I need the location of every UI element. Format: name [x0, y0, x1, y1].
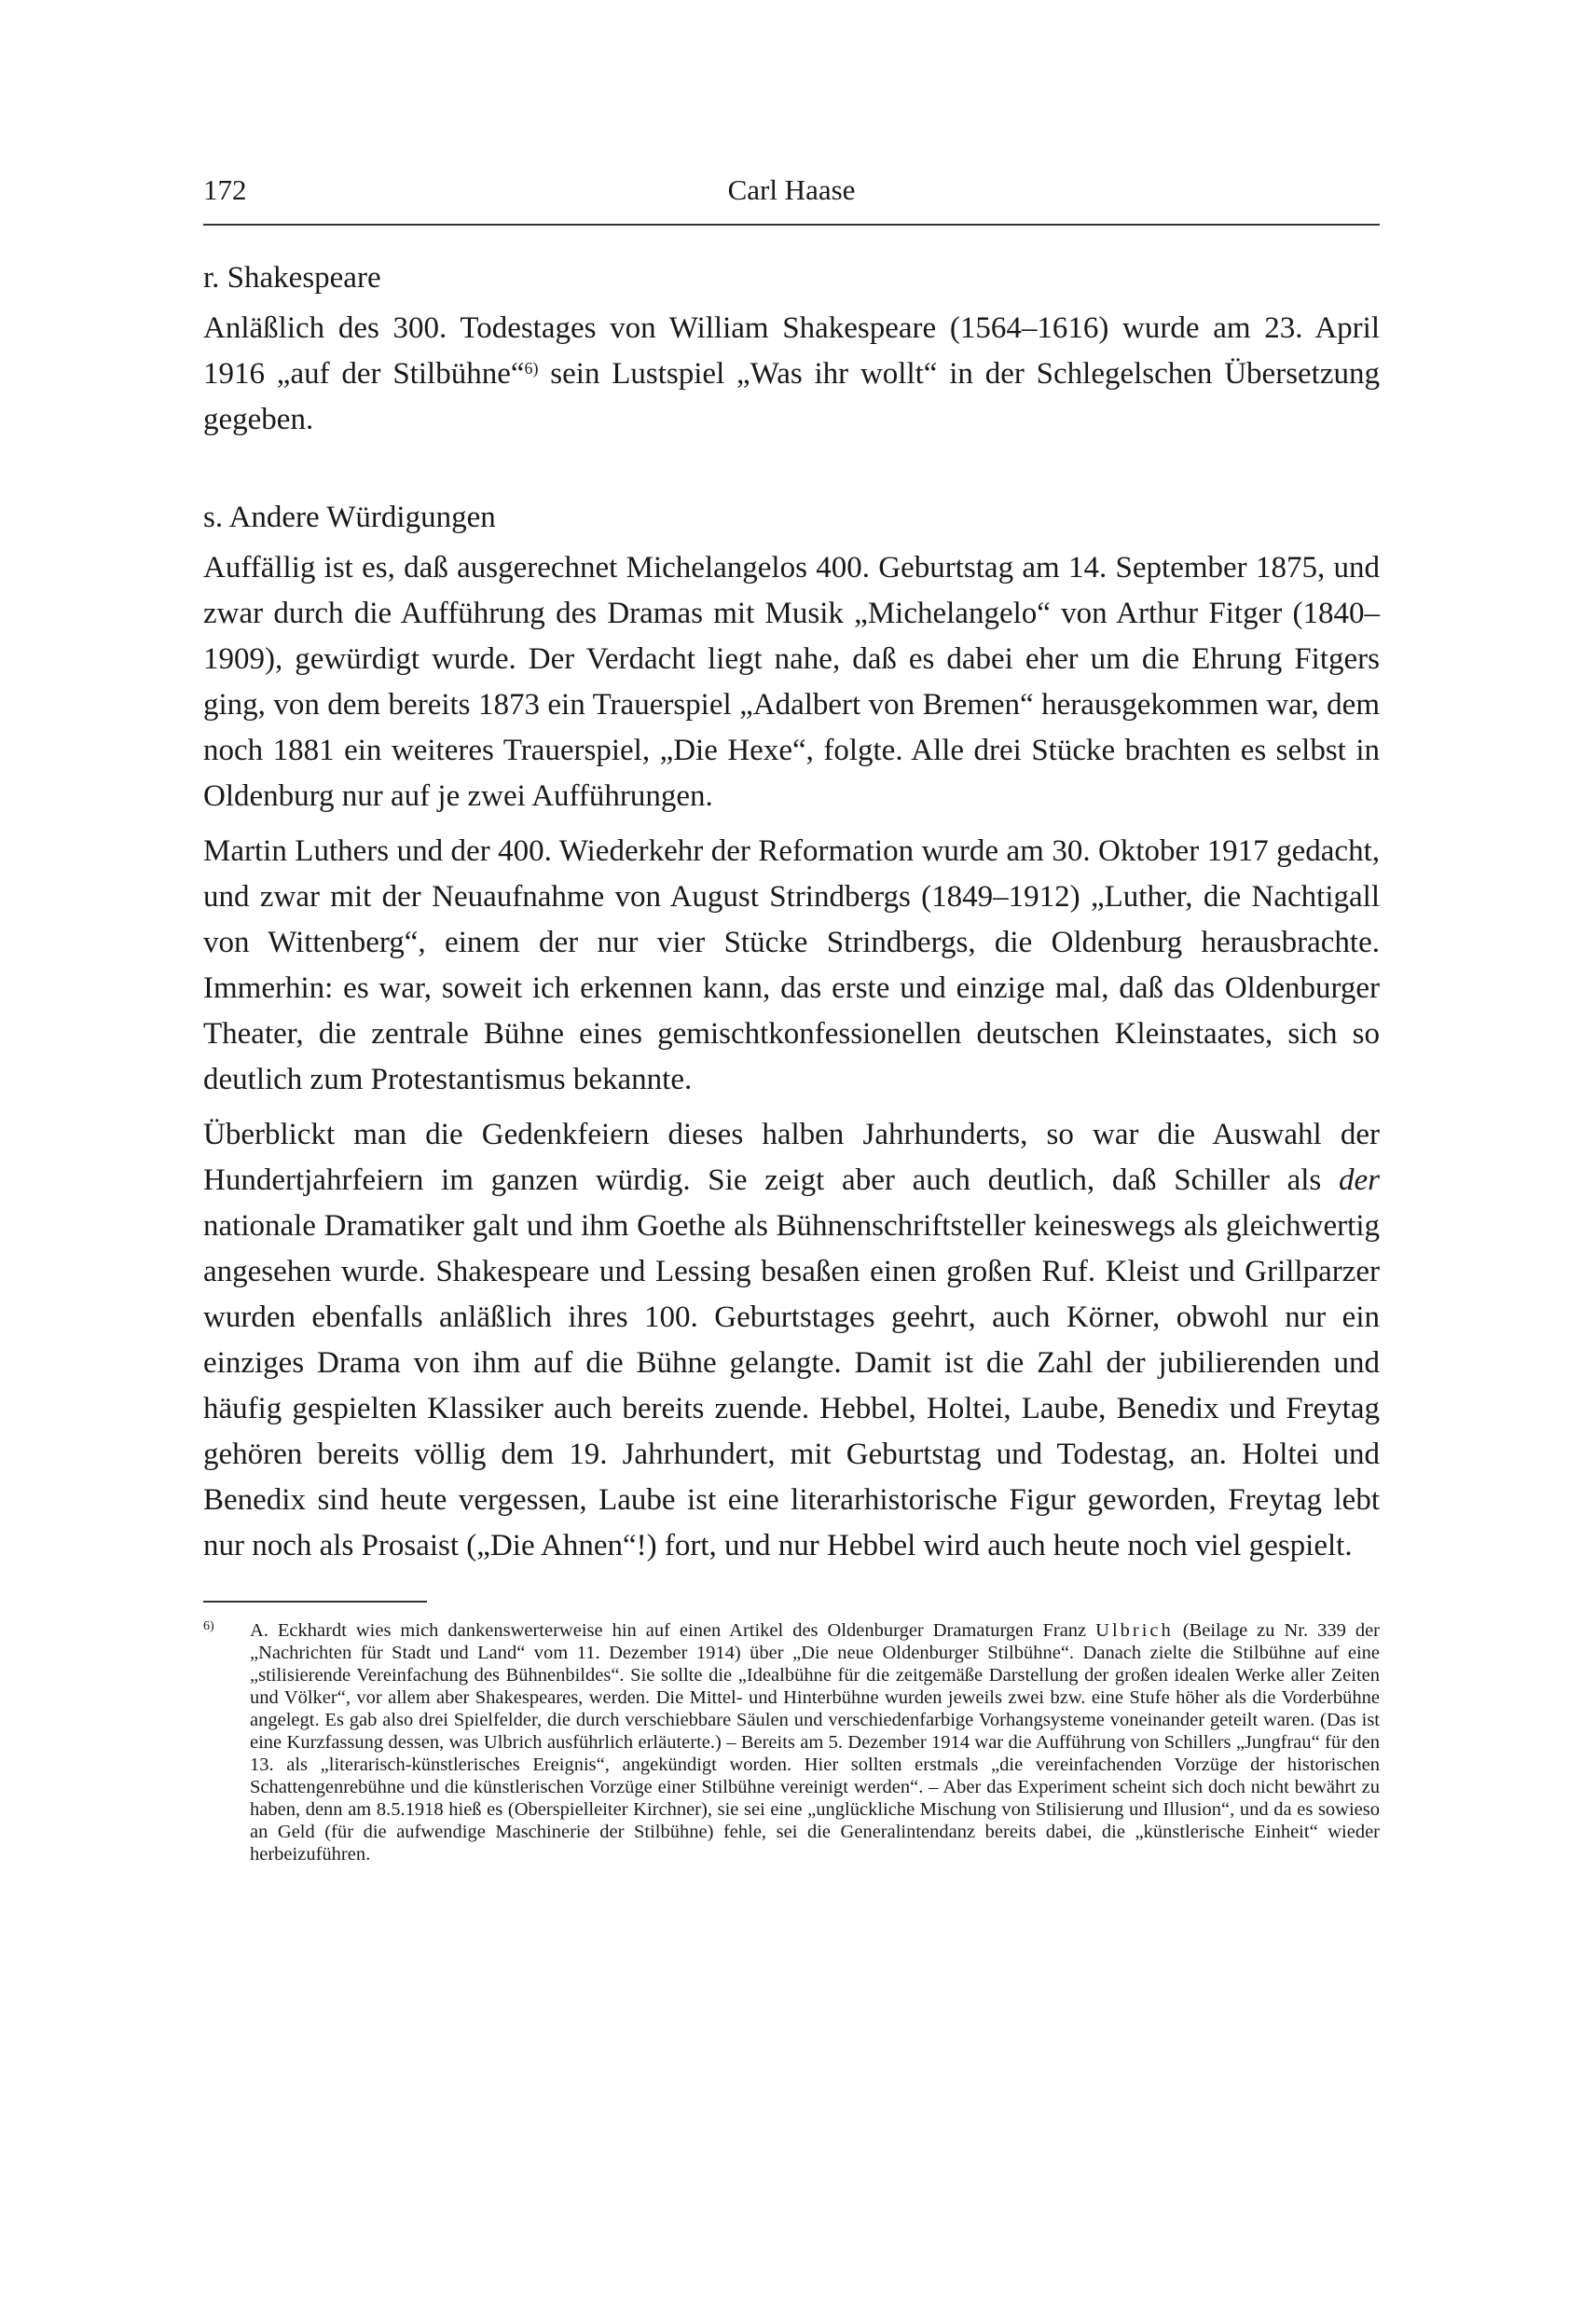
paragraph-gedenkfeiern: [203, 1112, 1380, 1569]
footnote-reference[interactable]: 6): [524, 359, 539, 378]
header-rule: [203, 224, 1380, 226]
paragraph-luther: Martin Luthers und der 400. Wiederkehr der Reformation wurde am 30. Oktober 1917 gedacht, und zwar mit der Neuaufnahme von August Strindbergs (1849–1912) „Luther, die Nachtigall von Wittenberg“, einem der nur vier Stücke Strindbergs, die Oldenburg herausbrachte. Immerhin: es war, soweit ich erkennen kann, das erste und einzige mal, daß das Oldenburger Theater, die zentrale Bühne eines gemischtkonfessionellen deutschen Kleinstaates, sich so deutlich zum Protestantismus bekannte.: [203, 834, 1380, 1096]
paragraph-gedenkfeiern-text-1: Überblickt man die Gedenkfeiern dieses halben Jahrhunderts, so war die Auswahl der Hundertjahrfeiern im ganzen würdig. Sie zeigt aber auch deutlich, daß Schiller als: [203, 1118, 1380, 1197]
paragraph-gedenkfeiern-text-2: nationale Dramatiker galt und ihm Goethe als Bühnenschriftsteller keineswegs als gleichwertig angesehen wurde. Shakespeare und Lessing besaßen einen großen Ruf. Kleist und Grillparzer wurden ebenfalls anläßlich ihres 100. Geburtstages geehrt, auch Körner, obwohl nur ein einziges Drama von ihm auf die Bühne gelangte. Damit ist die Zahl der jubilierenden und häufig gespielten Klassiker auch bereits zuende. Hebbel, Holtei, Laube, Benedix und Freytag gehören bereits völlig dem 19. Jahrhundert, mit Geburtstag und Todestag, an. Holtei und Benedix sind heute vergessen, Laube ist eine literarhistorische Figur geworden, Freytag lebt nur noch als Prosaist („Die Ahnen“!) fort, und nur Hebbel wird auch heute noch viel gespielt.: [203, 1209, 1380, 1562]
paragraph-shakespeare-text-2: sein Lustspiel „Was ihr wollt“ in der Schlegelschen Übersetzung gegeben.: [203, 357, 1380, 436]
emphasis-der: der: [1339, 1163, 1380, 1197]
section-andere-wuerdigungen: [203, 497, 1380, 1569]
running-head-author: Carl Haase: [727, 173, 856, 206]
section-heading-andere-wuerdigungen: s. Andere Würdigungen: [203, 501, 496, 534]
section-heading-shakespeare: r. Shakespeare: [203, 261, 381, 295]
footnote-6: [203, 1619, 1380, 1865]
page-number: 172: [203, 173, 247, 206]
footnote-text-rest: (Beilage zu Nr. 339 der „Nachrichten für Stadt und Land“ vom 11. Dezember 1914) über „Die neue Oldenburger Stilbühne“. Danach zielte die Stilbühne auf eine „stilisierende Vereinfachung des Bühnenbildes“. Sie sollte die „Idealbühne für die zeitgemäße Darstellung der großen idealen Werke aller Zeiten und Völker“, vor allem aber Shakespeares, werden. Die Mittel- und Hinterbühne wurden jeweils zwei bzw. eine Stufe höher als die Vorderbühne angelegt. Es gab also drei Spielfelder, die durch verschiebbare Säulen und verschiedenfarbige Vorhangsysteme voneinander geteilt waren. (Das ist eine Kurzfassung dessen, was Ulbrich ausführlich erläuterte.) – Bereits am 5. Dezember 1914 war die Aufführung von Schillers „Jungfrau“ für den 13. als „literarisch-künstlerisches Ereignis“, angekündigt worden. Hier sollten erstmals „die vereinfachenden Vorzüge der historischen Schattengenrebühne und die künstlerischen Vorzüge einer Stilbühne vereinigt werden“. – Aber das Experiment scheint sich doch nicht bewährt zu haben, denn am 8.5.1918 hieß es (Oberspielleiter Kirchner), sie sei eine „unglückliche Mischung von Stilisierung und Illusion“, und da es sowieso an Geld (für die aufwendige Maschinerie der Stilbühne) fehle, sei die Generalintendanz bereits dabei, die „künstlerische Einheit“ wieder herbeizuführen.: [250, 1620, 1380, 1865]
footnote-rule: [203, 1601, 427, 1603]
section-shakespeare: [203, 257, 1380, 443]
footnote-spaced-name: Ulbrich: [1095, 1620, 1174, 1641]
footnote-marker: 6): [203, 1619, 214, 1633]
book-page: [203, 166, 1380, 1865]
running-head: [203, 166, 1380, 214]
footnote-text-start: A. Eckhardt wies mich dankenswerterweise hin auf einen Artikel des Oldenburger Dramaturgen Franz: [250, 1620, 1096, 1641]
paragraph-shakespeare: [203, 306, 1380, 443]
paragraph-michelangelo: Auffällig ist es, daß ausgerechnet Michelangelos 400. Geburtstag am 14. September 1875, und zwar durch die Aufführung des Dramas mit Musik „Michelangelo“ von Arthur Fitger (1840–1909), gewürdigt wurde. Der Verdacht liegt nahe, daß es dabei eher um die Ehrung Fitgers ging, von dem bereits 1873 ein Trauerspiel „Adalbert von Bremen“ herausgekommen war, dem noch 1881 ein weiteres Trauerspiel, „Die Hexe“, folgte. Alle drei Stücke brachten es selbst in Oldenburg nur auf je zwei Aufführungen.: [203, 551, 1380, 813]
paragraph-shakespeare-text-1: Anläßlich des 300. Todestages von William Shakespeare (1564–1616) wurde am 23. April 1916 „auf der Stilbühne“: [203, 311, 1380, 391]
